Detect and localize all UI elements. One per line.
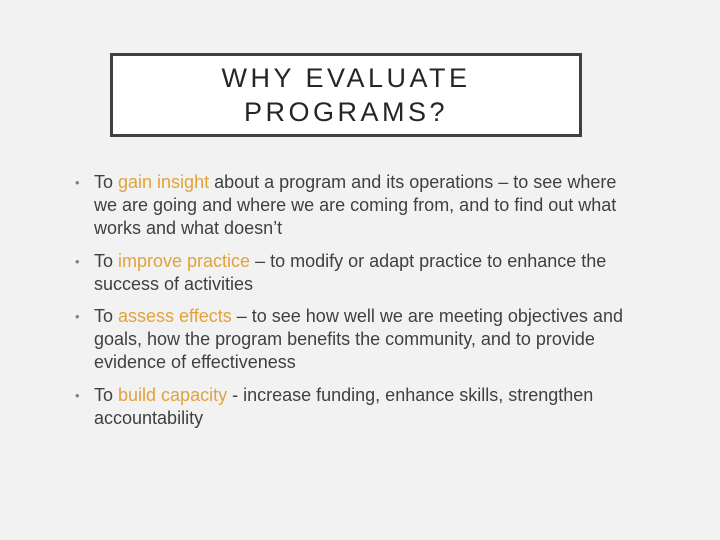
bullet-list [75, 171, 635, 440]
bullet-highlight: improve practice [118, 251, 251, 271]
title-box [110, 53, 582, 137]
bullet-item-gain-insight [75, 171, 635, 240]
bullet-prefix: To [94, 251, 119, 271]
bullet-highlight: gain insight [118, 172, 210, 192]
bullet-text: - increase funding, enhance skills, strengthen accountability [94, 385, 594, 428]
bullet-text: – to modify or adapt practice to enhance the success of activities [94, 251, 607, 294]
bullet-text: – to see how well we are meeting objectives and goals, how the program benefits the community, and to provide evidence of effectiveness [94, 306, 623, 372]
bullet-item-build-capacity [75, 384, 635, 430]
bullet-icon: • [75, 254, 80, 269]
bullet-prefix: To [94, 172, 119, 192]
bullet-text: about a program and its operations – to see where we are going and where we are coming from, and to find out what works and what doesn’t [94, 172, 617, 238]
bullet-icon: • [75, 175, 80, 190]
bullet-highlight: assess effects [118, 306, 232, 326]
bullet-prefix: To [94, 385, 119, 405]
bullet-item-improve-practice [75, 250, 635, 296]
bullet-icon: • [75, 388, 80, 403]
bullet-prefix: To [94, 306, 119, 326]
bullet-icon: • [75, 309, 80, 324]
slide-title: WHY EVALUATE PROGRAMS? [221, 63, 471, 127]
bullet-item-assess-effects [75, 305, 635, 374]
bullet-highlight: build capacity [118, 385, 228, 405]
